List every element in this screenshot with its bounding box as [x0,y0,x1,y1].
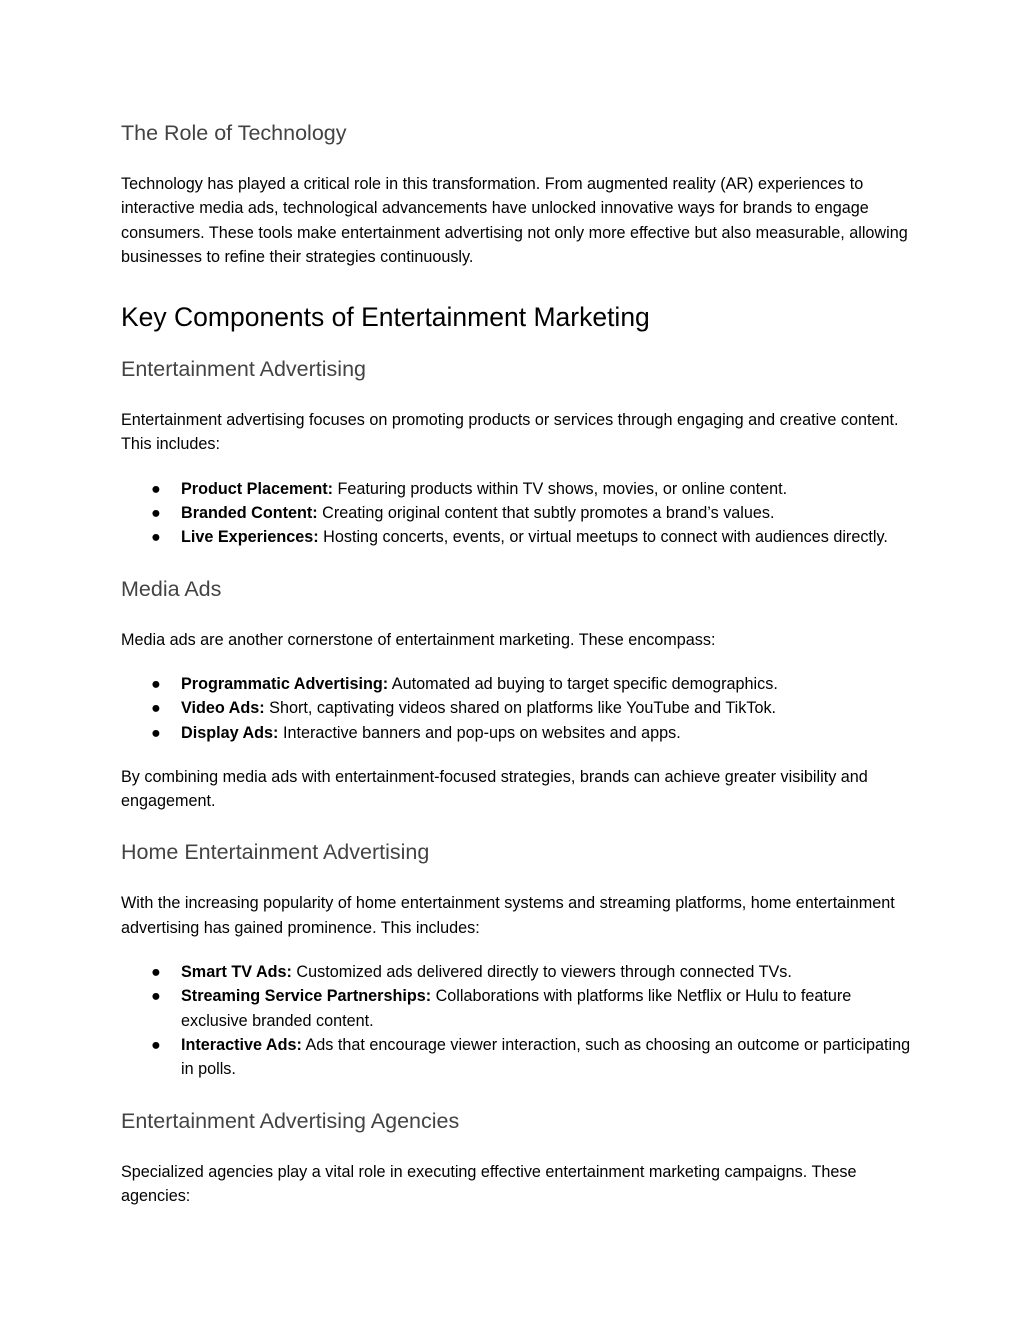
list-item-text: Creating original content that subtly promotes a brand’s values. [317,504,775,523]
list-item-text: Featuring products within TV shows, movies, or online content. [333,479,788,498]
list-item [121,672,911,696]
list-item-text: Interactive banners and pop-ups on websites and apps. [278,723,681,742]
list-item-text: Short, captivating videos shared on platforms like YouTube and TikTok. [264,699,777,718]
bullet-icon: ● [151,963,161,982]
list-home-entertainment [121,960,911,1081]
bullet-icon: ● [151,699,161,718]
list-item-lead: Product Placement: [181,479,334,498]
list-item-lead: Live Experiences: [181,528,319,547]
list-item [121,960,911,984]
list-entertainment-advertising [121,477,911,550]
heading-key-components: Key Components of Entertainment Marketing [121,302,650,333]
list-item-lead: Programmatic Advertising: [181,674,389,693]
list-item-text: Ads that encourage viewer interaction, such as choosing an outcome or participating in polls. [181,1035,911,1079]
list-item [121,721,911,745]
list-item [121,477,911,501]
list-item [121,1033,911,1082]
list-item-text: Collaborations with platforms like Netflix or Hulu to feature exclusive branded content. [181,987,852,1030]
list-item-text: Customized ads delivered directly to viewers through connected TVs. [291,963,792,982]
list-item [121,525,911,549]
bullet-icon: ● [151,504,161,523]
bullet-icon: ● [151,674,161,693]
document-page [121,116,911,1208]
list-item-lead: Smart TV Ads: [181,963,292,982]
paragraph-agencies-intro: Specialized agencies play a vital role in executing effective entertainment marketing campaigns. These agencies: [121,1162,857,1205]
list-item-lead: Branded Content: [181,504,318,523]
paragraph-media-ads-outro: By combining media ads with entertainment-focused strategies, brands can achieve greater visibility and engagement. [121,767,868,811]
list-item-lead: Interactive Ads: [181,1035,302,1054]
heading-role-of-technology: The Role of Technology [121,121,347,145]
list-item [121,501,911,525]
list-item [121,984,911,1033]
bullet-icon: ● [151,723,161,742]
list-item-text: Automated ad buying to target specific demographics. [388,674,778,693]
heading-home-entertainment-advertising: Home Entertainment Advertising [121,840,430,865]
list-item-lead: Display Ads: [181,723,279,742]
bullet-icon: ● [151,987,161,1006]
list-item-lead: Streaming Service Partnerships: [181,987,432,1006]
bullet-icon: ● [151,479,161,498]
paragraph-role-of-technology: Technology has played a critical role in this transformation. From augmented reality (AR) experiences to interactive media ads, technological advancements have unlocked innovative ways for brands to engage consumers. These tools make entertainment advertising not only more effective but also measurable, allowing businesses to refine their strategies continuously. [121,175,908,266]
paragraph-media-ads-intro: Media ads are another cornerstone of entertainment marketing. These encompass: [121,630,716,649]
list-item [121,696,911,720]
list-item-text: Hosting concerts, events, or virtual meetups to connect with audiences directly. [318,528,888,547]
heading-media-ads: Media Ads [121,576,222,601]
list-media-ads [121,672,911,745]
paragraph-entertainment-advertising-intro: Entertainment advertising focuses on promoting products or services through engaging and creative content. This includes: [121,411,899,454]
bullet-icon: ● [151,528,161,547]
heading-entertainment-advertising-agencies: Entertainment Advertising Agencies [121,1108,460,1133]
heading-entertainment-advertising: Entertainment Advertising [121,357,366,382]
paragraph-home-entertainment-intro: With the increasing popularity of home entertainment systems and streaming platforms, home entertainment advertising has gained prominence. This includes: [121,894,895,937]
bullet-icon: ● [151,1035,161,1054]
list-item-lead: Video Ads: [181,699,265,718]
